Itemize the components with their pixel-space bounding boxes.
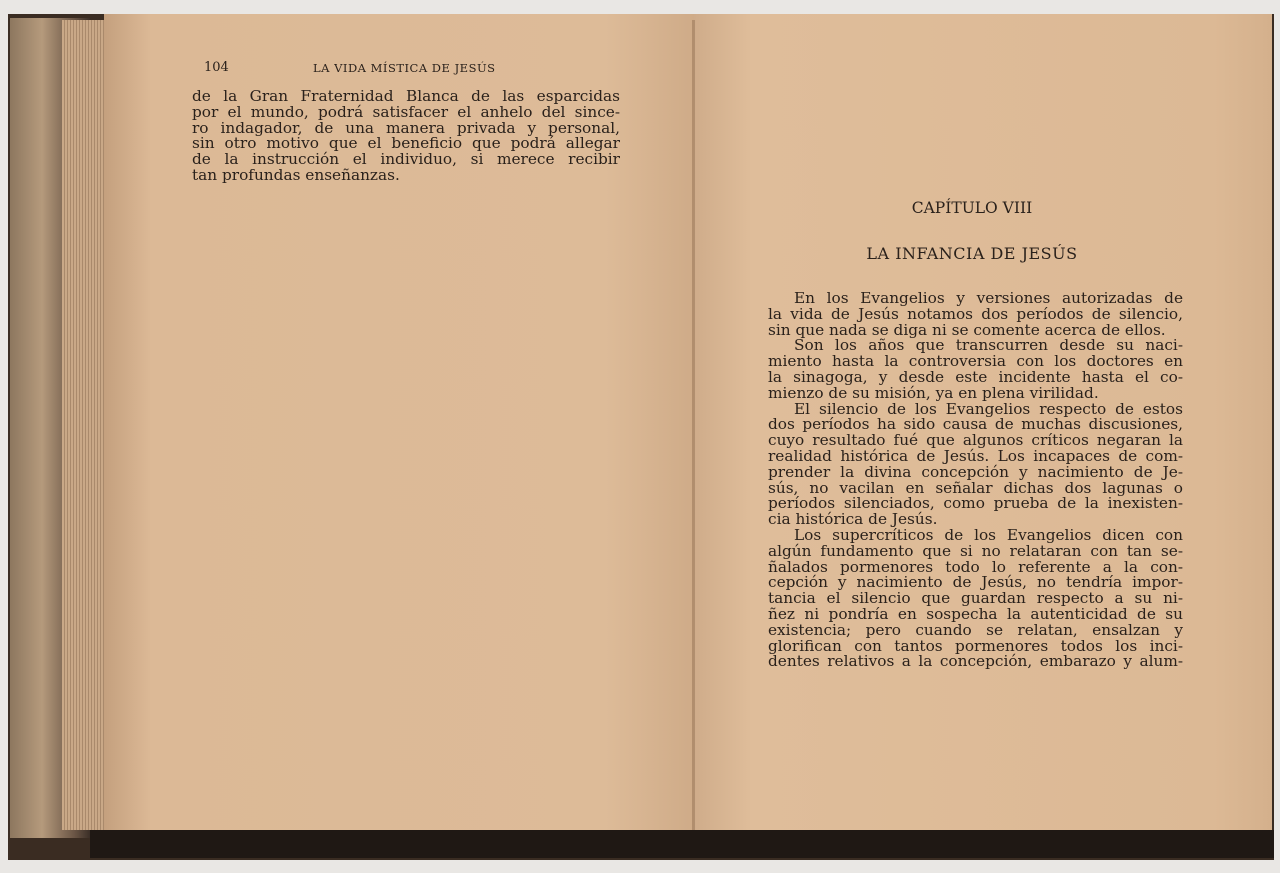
text-line: períodos silenciados, como prueba de la inexisten- (768, 494, 1183, 513)
text-line: ñalados pormenores todo lo referente a la con- (768, 557, 1183, 576)
text-line: la sinagoga, y desde este incidente hasta el co- (768, 367, 1183, 386)
text-line: cia histórica de Jesús. (768, 510, 938, 529)
text-line: sús, no vacilan en señalar dichas dos lagunas o (768, 478, 1183, 497)
left-page-text (192, 89, 620, 184)
text-line: En los Evangelios y versiones autorizadas de (794, 289, 1183, 307)
page-number: 104 (204, 60, 229, 75)
running-head: LA VIDA MÍSTICA DE JESÚS (313, 61, 496, 75)
text-line: por el mundo, podrá satisfacer el anhelo del since- (192, 102, 620, 121)
text-line: tan profundas enseñanzas. (192, 165, 400, 184)
text-line: ro indagador, de una manera privada y personal, (192, 118, 620, 137)
text-line: sin que nada se diga ni se comente acerca de ellos. (768, 320, 1166, 339)
text-line: glorifican con tantos pormenores todos los inci- (768, 636, 1183, 655)
right-page-text (768, 291, 1183, 670)
text-line: la vida de Jesús notamos dos períodos de silencio, (768, 304, 1183, 323)
text-line: de la instrucción el individuo, si merece recibir (192, 150, 620, 169)
text-line: de la Gran Fraternidad Blanca de las esparcidas (192, 87, 620, 105)
text-line: cuyo resultado fué que algunos críticos negaran la (768, 431, 1183, 450)
text-line: miento hasta la controversia con los doctores en (768, 352, 1183, 371)
text-line: mienzo de su misión, ya en plena virilidad. (768, 383, 1099, 402)
text-line: tancia el silencio que guardan respecto a su ni- (768, 589, 1183, 608)
book-bottom-shadow (90, 830, 1274, 858)
text-line: Los supercríticos de los Evangelios dicen con (794, 525, 1183, 544)
text-line: Son los años que transcurren desde su naci- (794, 336, 1183, 355)
text-line: ñez ni pondría en sospecha la autenticidad de su (768, 604, 1183, 623)
text-line: realidad histórica de Jesús. Los incapaces de com- (768, 446, 1183, 465)
text-line: cepción y nacimiento de Jesús, no tendría impor- (768, 573, 1183, 592)
chapter-title: LA INFANCIA DE JESÚS (866, 244, 1078, 263)
book-gutter (692, 20, 695, 830)
text-line: dos períodos ha sido causa de muchas discusiones, (768, 415, 1183, 434)
text-line: dentes relativos a la concepción, embarazo y alum- (768, 652, 1183, 671)
text-line: existencia; pero cuando se relatan, ensalzan y (768, 620, 1183, 639)
text-line: algún fundamento que si no relataran con tan se- (768, 541, 1183, 560)
text-line: prender la divina concepción y nacimiento de Je- (768, 462, 1183, 481)
text-line: sin otro motivo que el beneficio que podrá allegar (192, 134, 620, 153)
chapter-label-text: CAPÍTULO VIII (911, 199, 1033, 217)
chapter-label (872, 199, 1072, 217)
text-line: El silencio de los Evangelios respecto de estos (794, 399, 1183, 418)
